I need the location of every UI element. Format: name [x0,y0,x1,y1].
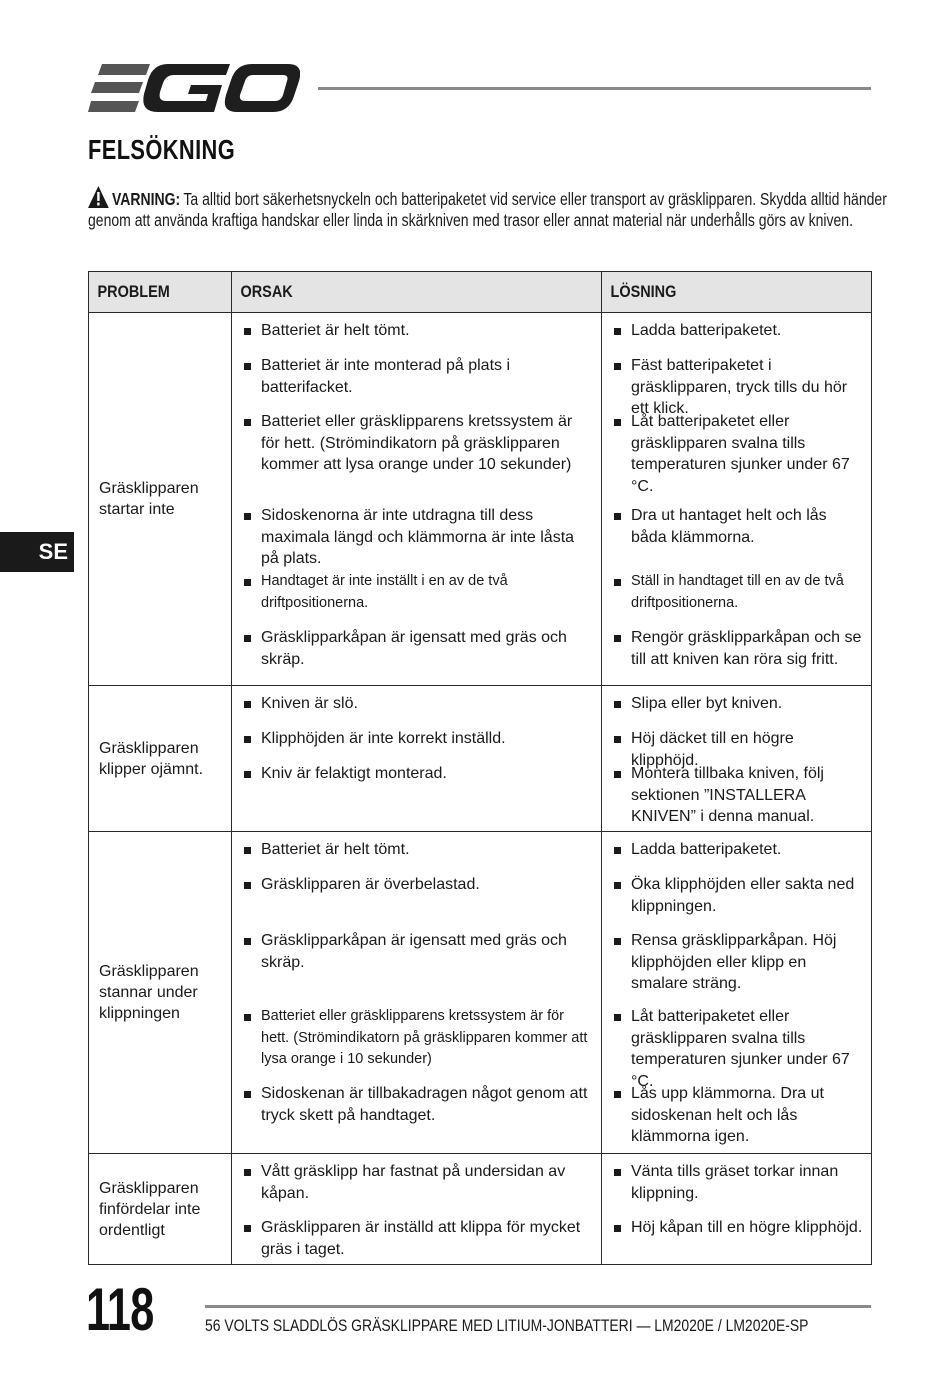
header-solution: LÖSNING [602,272,872,313]
cause-item: Batteriet eller gräsklipparens kretssystem är för hett. (Strömindikatorn på gräsklipparen kommer att lysa orange under 10 sekunder) [232,411,601,505]
solution-item: Vänta tills gräset torkar innan klippning. [602,1161,871,1217]
table-row [89,832,872,1154]
table-row [89,686,872,832]
solution-item: Montera tillbaka kniven, följ sektionen ”INSTALLERA KNIVEN” i denna manual. [602,763,871,828]
solution-item: Höj däcket till en högre klipphöjd. [602,728,871,763]
warning-text: Ta alltid bort säkerhetsnyckeln och batteripaketet vid service eller transport av gräsklipparen. Skydda alltid händer genom att använda kraftiga handskar eller linda in skärkniven med trasor eller annat material när underhålls görs av kniven. [88,189,887,230]
problem-cell: Gräsklipparen finfördelar inte ordentligt [89,1154,232,1265]
solution-item: Lås upp klämmorna. Dra ut sidoskenan helt och lås klämmorna igen. [602,1083,871,1148]
cause-item: Kniven är slö. [232,693,601,728]
page-number: 118 [86,1276,154,1343]
solution-cell [602,832,872,1154]
cause-item: Klipphöjden är inte korrekt inställd. [232,728,601,763]
cause-cell [232,1154,602,1265]
cause-item: Gräsklipparen är överbelastad. [232,874,601,930]
page-title: FELSÖKNING [88,134,236,165]
cause-item: Gräsklipparkåpan är igensatt med gräs och skräp. [232,627,601,670]
cause-item: Vått gräsklipp har fastnat på undersidan av kåpan. [232,1161,601,1217]
solution-item: Dra ut hantaget helt och lås båda klämmorna. [602,505,871,571]
solution-item: Låt batteripaketet eller gräsklipparen svalna tills temperaturen sjunker under 67 °C. [602,411,871,505]
header-cause: ORSAK [232,272,602,313]
footer-text: 56 VOLTS SLADDLÖS GRÄSKLIPPARE MED LITIUM-JONBATTERI — LM2020E / LM2020E-SP [205,1316,809,1335]
warning-label: VARNING: [112,189,181,209]
cause-item: Batteriet är inte monterad på plats i batterifacket. [232,355,601,411]
problem-cell: Gräsklipparen klipper ojämnt. [89,686,232,832]
solution-cell [602,1154,872,1265]
cause-item: Handtaget är inte inställt i en av de två driftpositionerna. [232,571,601,627]
ego-logo [88,64,300,112]
cause-item: Sidoskenan är tillbakadragen något genom att tryck skett på handtaget. [232,1083,601,1126]
solution-item: Rengör gräsklipparkåpan och se till att kniven kan röra sig fritt. [602,627,871,670]
solution-item: Låt batteripaketet eller gräsklipparen svalna tills temperaturen sjunker under 67 °C. [602,1006,871,1083]
solution-item: Höj kåpan till en högre klipphöjd. [602,1217,871,1239]
cause-cell [232,686,602,832]
header-problem: PROBLEM [89,272,232,313]
troubleshooting-table [88,271,872,1265]
cause-cell [232,313,602,686]
solution-item: Ställ in handtaget till en av de två driftpositionerna. [602,571,871,627]
table-row [89,1154,872,1265]
cause-item: Kniv är felaktigt monterad. [232,763,601,785]
cause-item: Gräsklipparkåpan är igensatt med gräs och skräp. [232,930,601,1006]
cause-item: Batteriet eller gräsklipparens kretssystem är för hett. (Strömindikatorn på gräsklipparen kommer att lysa orange i 10 sekunder) [232,1006,601,1083]
cause-cell [232,832,602,1154]
cause-item: Batteriet är helt tömt. [232,839,601,874]
problem-cell: Gräsklipparen startar inte [89,313,232,686]
solution-cell [602,313,872,686]
table-header-row [89,272,872,313]
warning-triangle-icon [88,186,109,208]
header-rule [318,87,871,90]
solution-cell [602,686,872,832]
solution-item: Fäst batteripaketet i gräsklipparen, tryck tills du hör ett klick. [602,355,871,411]
solution-item: Ladda batteripaketet. [602,320,871,355]
solution-item: Slipa eller byt kniven. [602,693,871,728]
cause-item: Sidoskenorna är inte utdragna till dess maximala längd och klämmorna är inte låsta på plats. [232,505,601,571]
cause-item: Gräsklipparen är inställd att klippa för mycket gräs i taget. [232,1217,601,1260]
problem-cell: Gräsklipparen stannar under klippningen [89,832,232,1154]
footer-rule [205,1305,871,1308]
table-row [89,313,872,686]
cause-item: Batteriet är helt tömt. [232,320,601,355]
language-tab: SE [0,532,74,572]
solution-item: Rensa gräsklipparkåpan. Höj klipphöjden eller klipp en smalare sträng. [602,930,871,1006]
warning-notice [88,186,896,231]
solution-item: Ladda batteripaketet. [602,839,871,874]
solution-item: Öka klipphöjden eller sakta ned klippningen. [602,874,871,930]
